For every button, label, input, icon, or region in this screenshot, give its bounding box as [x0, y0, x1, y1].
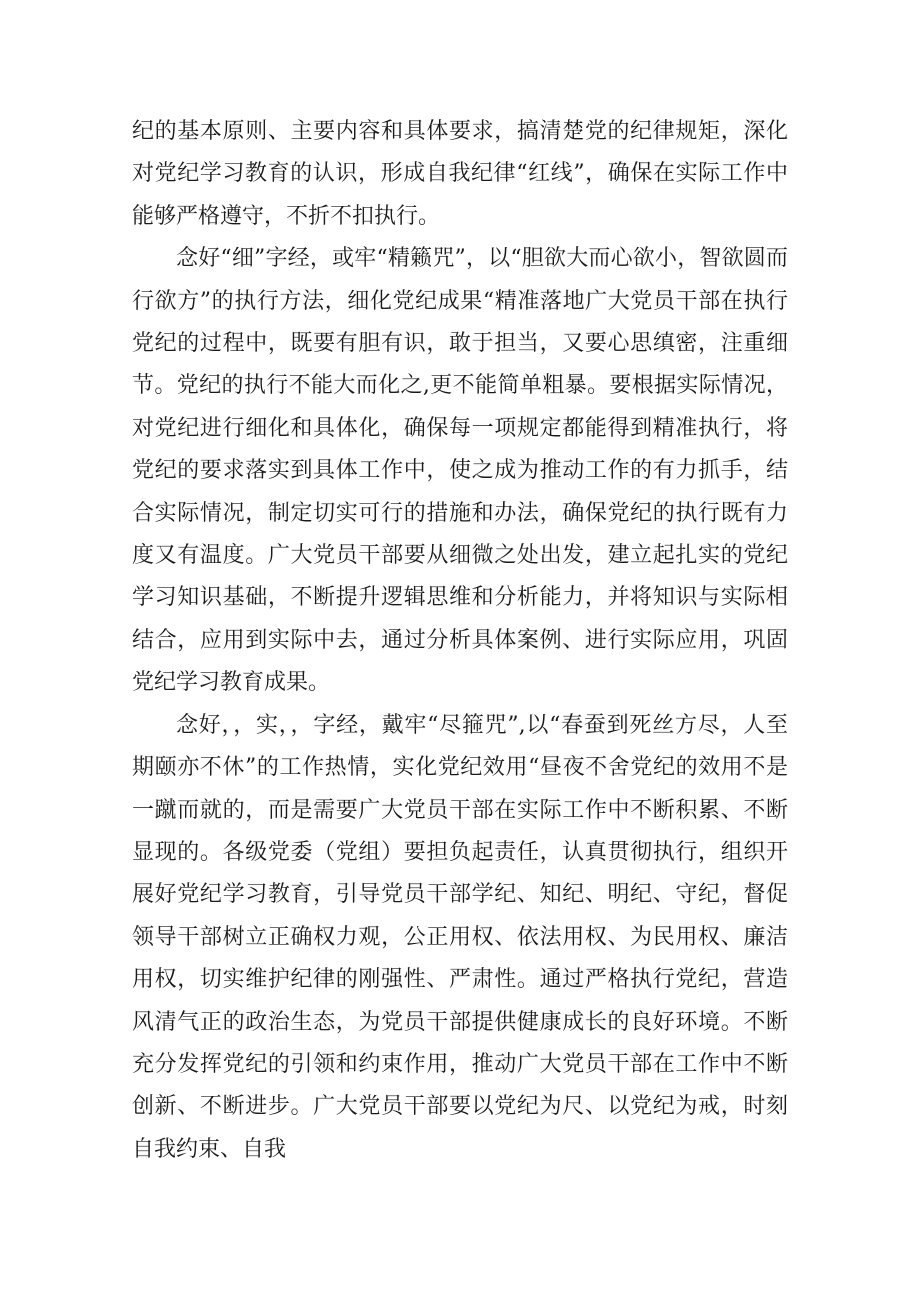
paragraph-1: 纪的基本原则、主要内容和具体要求，搞清楚党的纪律规矩，深化对党纪学习教育的认识，形成自我纪律“红线”，确保在实际工作中能够严格遵守，不折不扣执行。 [132, 119, 788, 229]
paragraph-2: 念好“细”字经，或牢“精籁咒”，以“胆欲大而心欲小，智欲圆而行欲方”的执行方法，细化党纪成果“精准落地广大党员干部在执行党纪的过程中，既要有胆有识，敢于担当，又要心思缜密，注重细节。党纪的执行不能大而化之,更不能简单粗暴。要根据实际情况，对党纪进行细化和具体化，确保每一项规定都能得到精准执行，将党纪的要求落实到具体工作中，使之成为推动工作的有力抓手，结合实际情况，制定切实可行的措施和办法，确保党纪的执行既有力度又有温度。广大党员干部要从细微之处出发，建立起扎实的党纪学习知识基础，不断提升逻辑思维和分析能力，并将知识与实际相结合，应用到实际中去，通过分析具体案例、进行实际应用，巩固党纪学习教育成果。 [132, 246, 788, 696]
document-body [132, 111, 788, 1171]
paragraph-3: 念好，，实，，字经，戴牢“尽箍咒”,以“春蚕到死丝方尽，人至期颐亦不休”的工作热情，实化党纪效用“昼夜不舍党纪的效用不是一蹴而就的，而是需要广大党员干部在实际工作中不断积累、不断显现的。各级党委（党组）要担负起责任，认真贯彻执行，组织开展好党纪学习教育，引导党员干部学纪、知纪、明纪、守纪，督促领导干部树立正确权力观，公正用权、依法用权、为民用权、廉洁用权，切实维护纪律的刚强性、严肃性。通过严格执行党纪，营造风清气正的政治生态，为党员干部提供健康成长的良好环境。不断充分发挥党纪的引领和约束作用，推动广大党员干部在工作中不断创新、不断进步。广大党员干部要以党纪为尺、以党纪为戒，时刻自我约束、自我 [132, 712, 788, 1162]
